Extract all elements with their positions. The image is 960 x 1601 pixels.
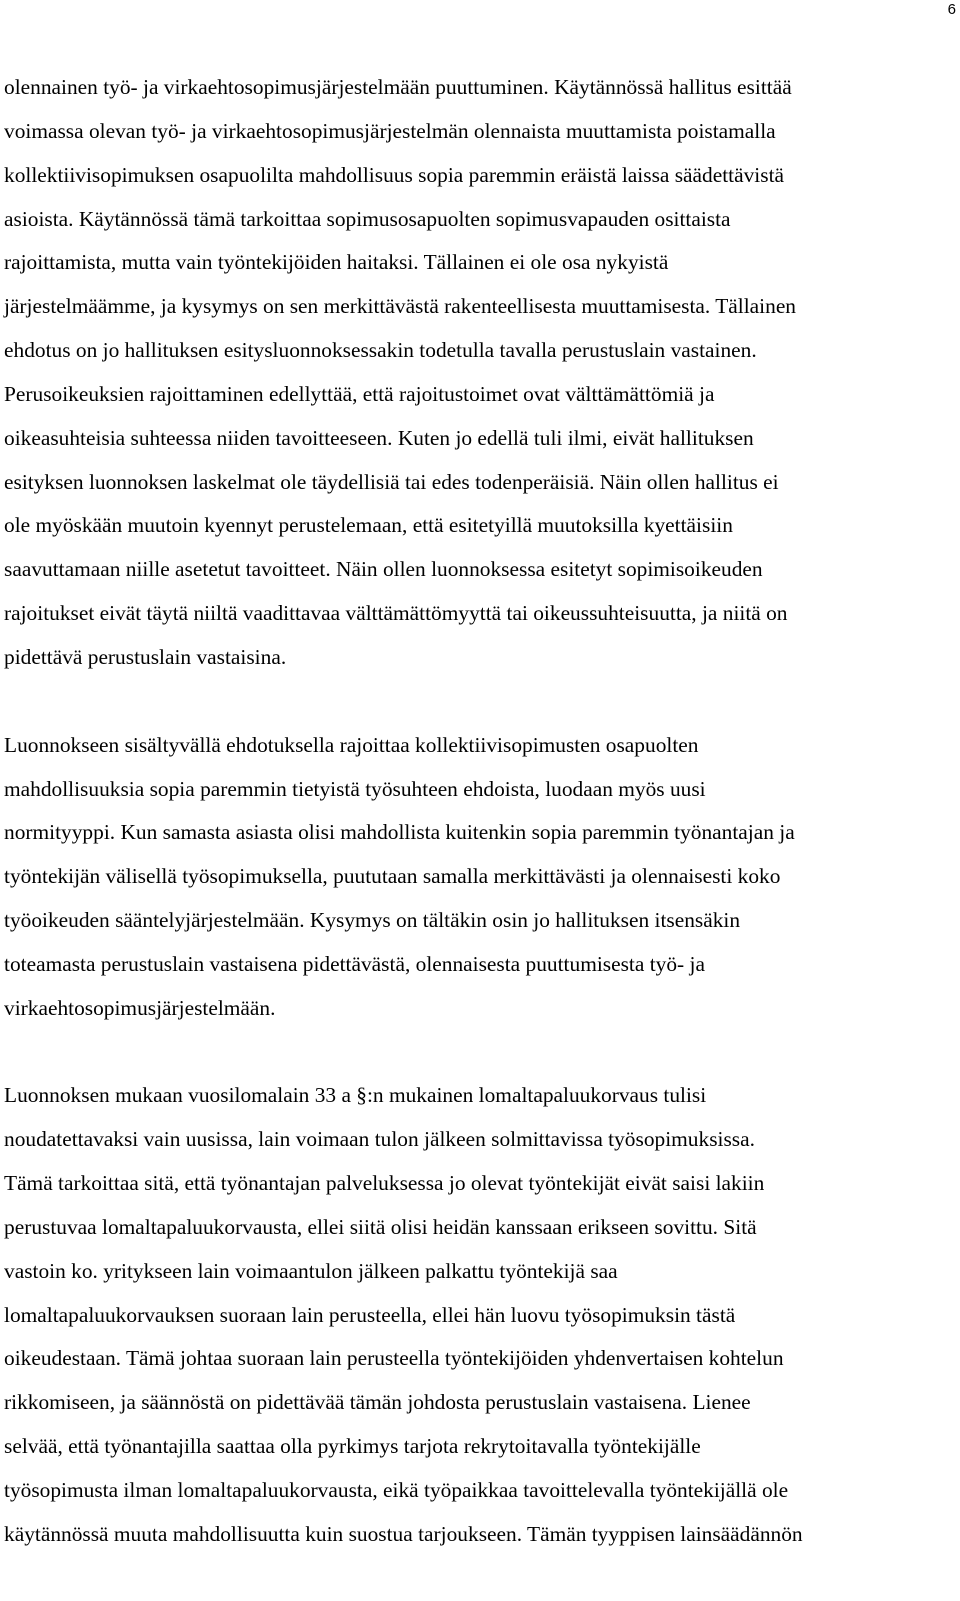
text-line: asioista. Käytännössä tämä tarkoittaa sopimusosapuolten sopimusvapauden osittaista <box>4 206 731 231</box>
text-line: lomaltapaluukorvauksen suoraan lain perusteella, ellei hän luovu työsopimuksin tästä <box>4 1302 736 1327</box>
text-line: järjestelmäämme, ja kysymys on sen merkittävästä rakenteellisesta muuttamisesta. Tällainen <box>4 294 797 319</box>
text-line: normityyppi. Kun samasta asiasta olisi mahdollista kuitenkin sopia paremmin työnantajan ja <box>4 820 795 845</box>
text-line: rajoittamista, mutta vain työntekijöiden haitaksi. Tällainen ei ole osa nykyistä <box>4 250 669 275</box>
text-line: Luonnokseen sisältyvällä ehdotuksella rajoittaa kollektiivisopimusten osapuolten <box>4 732 699 757</box>
text-line: toteamasta perustuslain vastaisena pidettävästä, olennaisesta puuttumisesta työ- ja <box>4 951 705 976</box>
paragraph-2 <box>4 724 956 1031</box>
text-line: olennainen työ- ja virkaehtosopimusjärjestelmään puuttuminen. Käytännössä hallitus esittää <box>4 75 792 99</box>
text-line: rajoitukset eivät täytä niiltä vaadittavaa välttämättömyyttä tai oikeussuhteisuutta, ja niitä on <box>4 601 788 626</box>
paragraph-3 <box>4 1074 956 1556</box>
text-line: virkaehtosopimusjärjestelmään. <box>4 995 276 1020</box>
text-line: oikeudestaan. Tämä johtaa suoraan lain perusteella työntekijöiden yhdenvertaisen kohtelun <box>4 1346 784 1371</box>
text-line: pidettävä perustuslain vastaisina. <box>4 644 287 669</box>
text-line: esityksen luonnoksen laskelmat ole täydellisiä tai edes todenperäisiä. Näin ollen hallitus ei <box>4 469 779 494</box>
text-line: rikkomiseen, ja säännöstä on pidettävää tämän johdosta perustuslain vastaisena. Lienee <box>4 1390 751 1415</box>
text-line: Tämä tarkoittaa sitä, että työnantajan palveluksessa jo olevat työntekijät eivät saisi lakiin <box>4 1171 765 1196</box>
text-line: oikeasuhteisia suhteessa niiden tavoitteeseen. Kuten jo edellä tuli ilmi, eivät hallituksen <box>4 425 754 450</box>
text-line: ole myöskään muutoin kyennyt perustelemaan, että esitetyillä muutoksilla kyettäisiin <box>4 513 733 538</box>
text-line: voimassa olevan työ- ja virkaehtosopimusjärjestelmän olennaista muuttamista poistamalla <box>4 118 776 143</box>
text-line: käytännössä muuta mahdollisuutta kuin suostua tarjoukseen. Tämän tyyppisen lainsäädännön <box>4 1521 803 1546</box>
text-line: työsopimusta ilman lomaltapaluukorvausta, eikä työpaikkaa tavoittelevalla työntekijällä ole <box>4 1478 789 1502</box>
text-line: vastoin ko. yritykseen lain voimaantulon jälkeen palkattu työntekijä saa <box>4 1258 618 1283</box>
document-body <box>4 66 956 1601</box>
text-line: mahdollisuuksia sopia paremmin tietyistä työsuhteen ehdoista, luodaan myös uusi <box>4 776 706 801</box>
text-line: Perusoikeuksien rajoittaminen edellyttää, että rajoitustoimet ovat välttämättömiä ja <box>4 381 715 406</box>
text-line: työoikeuden sääntelyjärjestelmään. Kysymys on tältäkin osin jo hallituksen itsensäkin <box>4 908 741 933</box>
text-line: kollektiivisopimuksen osapuolilta mahdollisuus sopia paremmin eräistä laissa säädettävistä <box>4 162 785 187</box>
text-line: perustuvaa lomaltapaluukorvausta, ellei siitä olisi heidän kanssaan erikseen sovittu. Sitä <box>4 1214 757 1239</box>
page-number: 6 <box>947 1 956 18</box>
text-line: noudatettavaksi vain uusissa, lain voimaan tulon jälkeen solmittavissa työsopimuksissa. <box>4 1127 755 1152</box>
text-line: työntekijän välisellä työsopimuksella, puututaan samalla merkittävästi ja olennaisesti koko <box>4 864 781 889</box>
text-line: Luonnoksen mukaan vuosilomalain 33 a §:n mukainen lomaltapaluukorvaus tulisi <box>4 1083 707 1108</box>
text-line: ehdotus on jo hallituksen esitysluonnoksessakin todetulla tavalla perustuslain vastainen. <box>4 338 757 363</box>
text-line: selvää, että työnantajilla saattaa olla pyrkimys tarjota rekrytoitavalla työntekijälle <box>4 1434 701 1459</box>
paragraph-1 <box>4 66 956 680</box>
text-line: saavuttamaan niille asetetut tavoitteet. Näin ollen luonnoksessa esitetyt sopimisoikeuden <box>4 557 763 582</box>
